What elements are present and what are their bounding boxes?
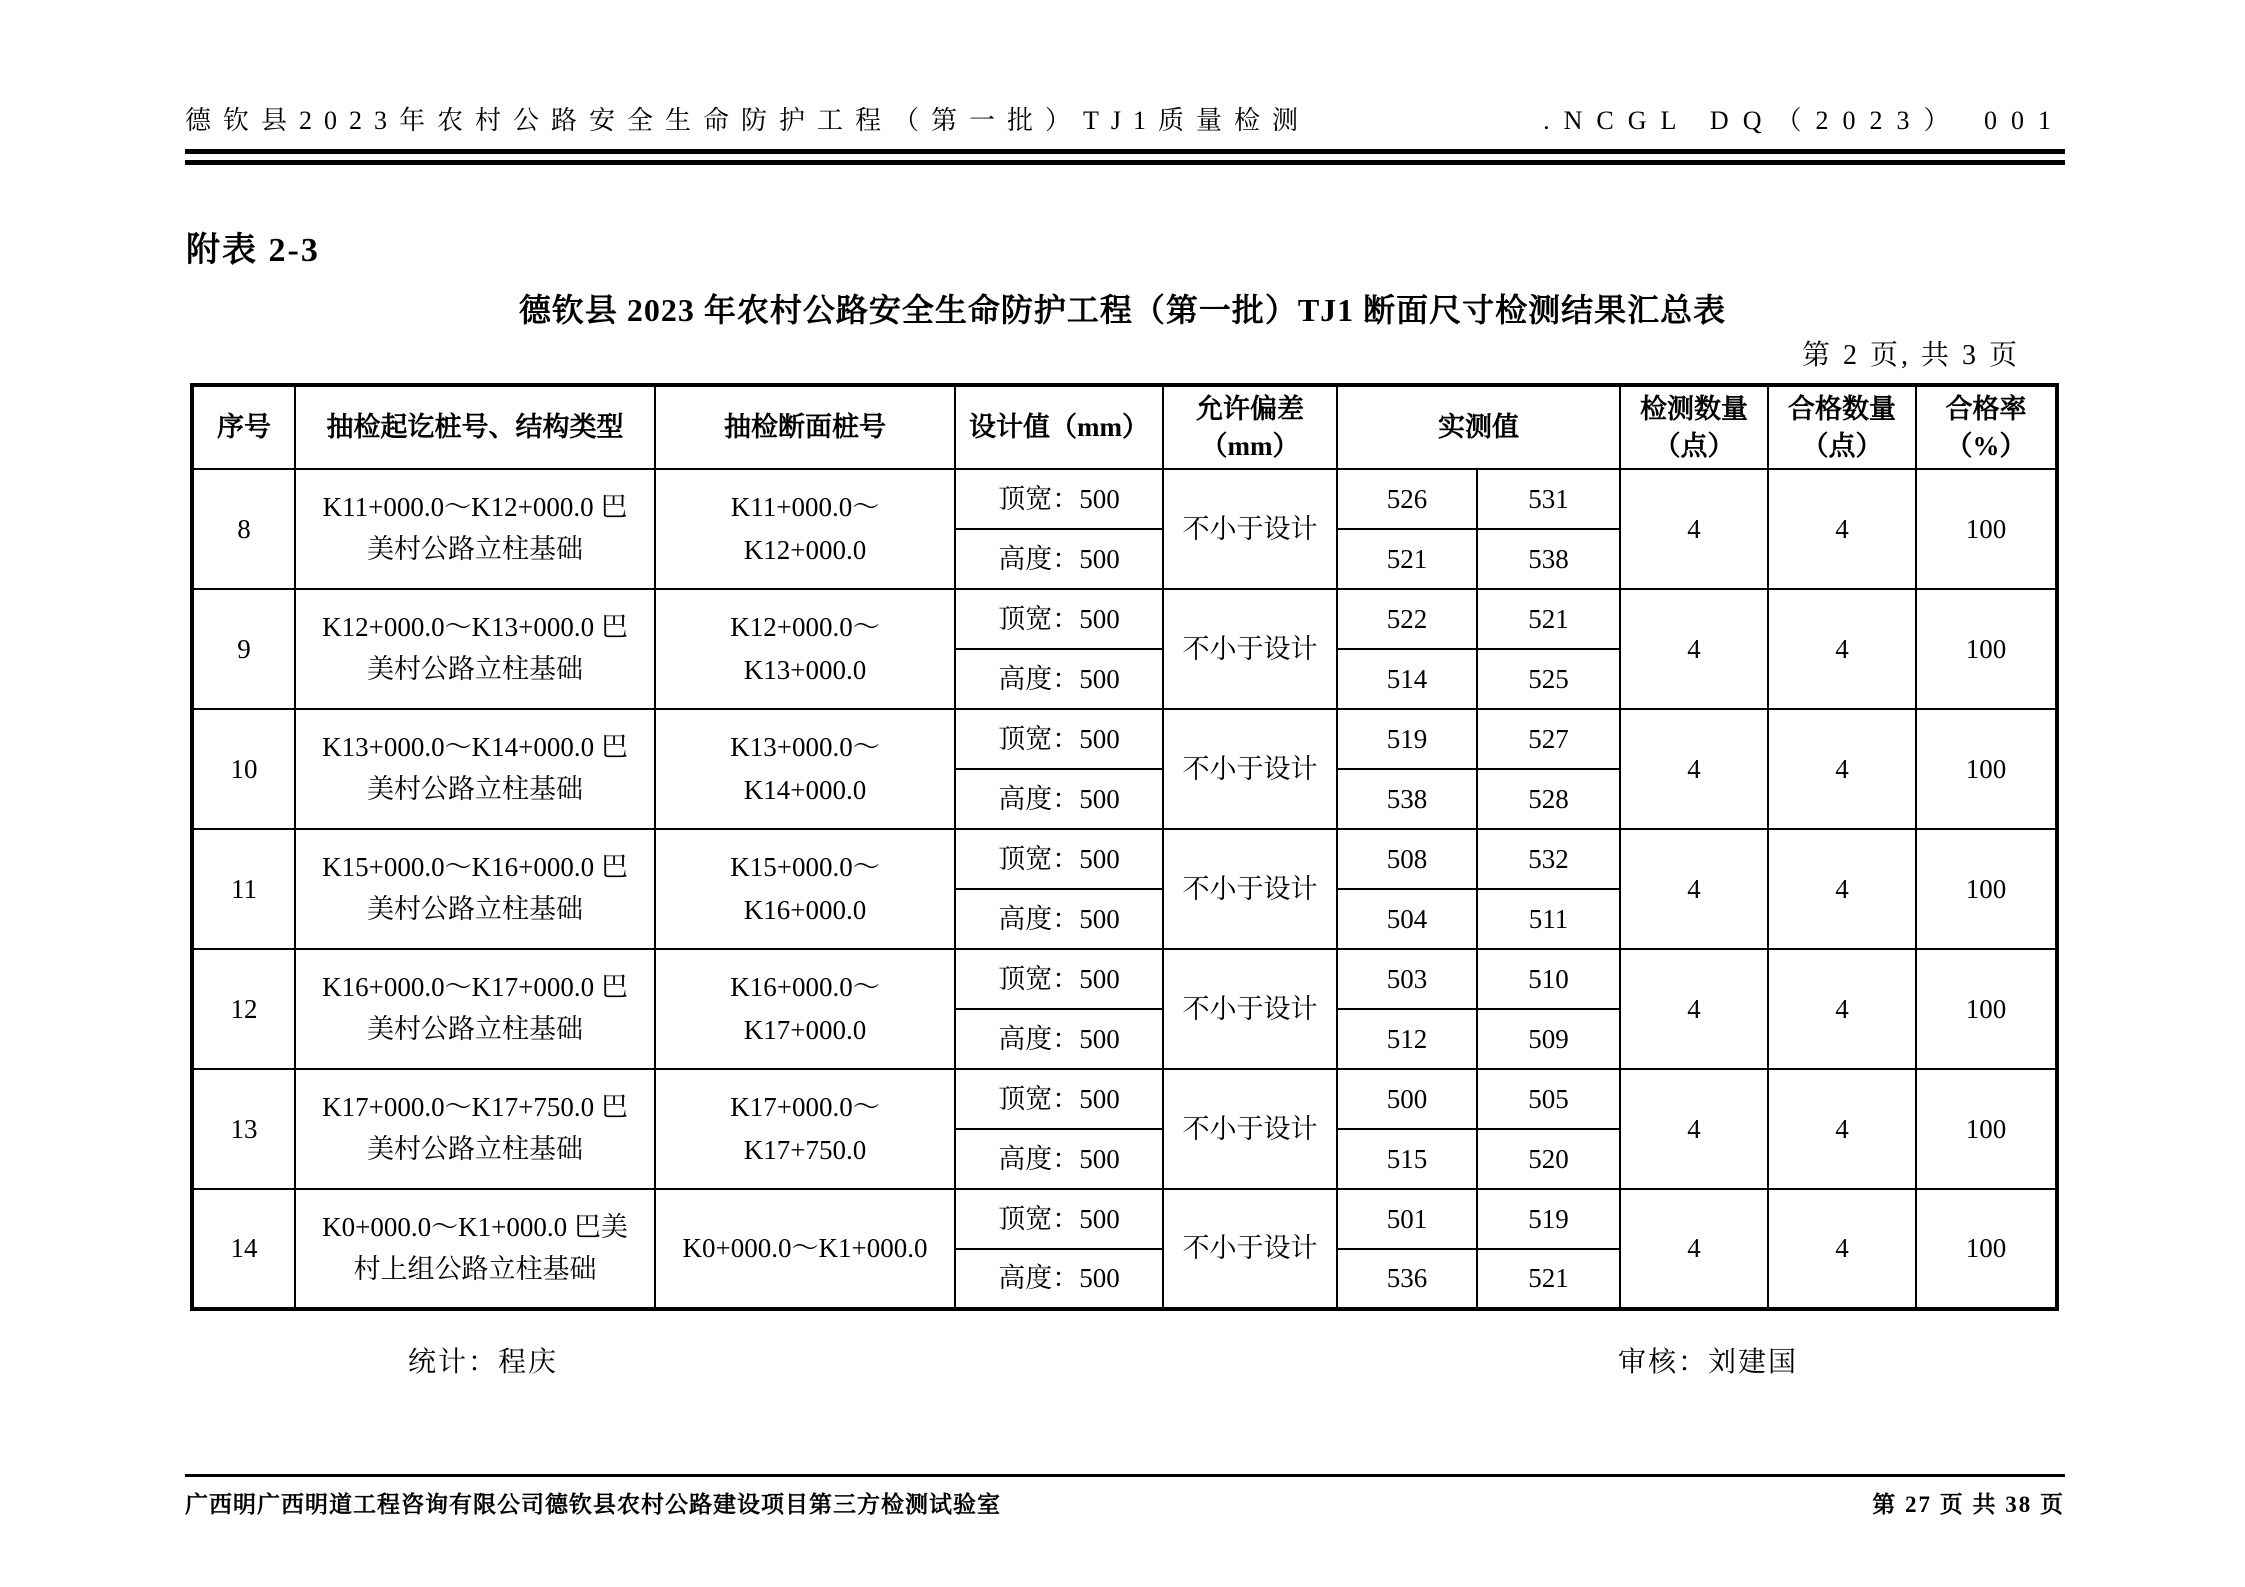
cell-rate: 100: [1916, 829, 2057, 949]
cell-section-line1: K17+000.0～: [730, 1091, 880, 1122]
table-header-row: [192, 385, 2057, 469]
cell-section: [655, 589, 955, 709]
cell-measured-4: 511: [1477, 889, 1620, 949]
cell-measured-1: 519: [1337, 709, 1477, 769]
cell-section-line2: K17+750.0: [743, 1135, 867, 1165]
header-tolerance-line1: 允许偏差: [1196, 394, 1304, 425]
cell-measured-1: 522: [1337, 589, 1477, 649]
cell-section-line2: K13+000.0: [743, 655, 867, 685]
cell-design-height: 高度：500: [955, 889, 1163, 949]
cell-seq: 8: [192, 469, 295, 589]
cell-design-height: 高度：500: [955, 529, 1163, 589]
cell-measured-2: 521: [1477, 589, 1620, 649]
cell-section-line1: K16+000.0～: [730, 971, 880, 1002]
cell-measured-3: 514: [1337, 649, 1477, 709]
page-header: [185, 100, 2065, 137]
table-row-top: [192, 1069, 2057, 1129]
cell-measured-2: 531: [1477, 469, 1620, 529]
appendix-label: 附表 2-3: [186, 232, 320, 269]
cell-section-line2: K16+000.0: [743, 895, 867, 925]
header-doc-number: .NCGL DQ（2023） 001: [1543, 106, 2065, 135]
cell-section-line1: K13+000.0～: [730, 731, 880, 762]
cell-tolerance: 不小于设计: [1163, 469, 1337, 589]
cell-pass: 4: [1768, 589, 1916, 709]
cell-design-top-width: 顶宽：500: [955, 1069, 1163, 1129]
cell-design-top-width: 顶宽：500: [955, 709, 1163, 769]
cell-range: K13+000.0～K14+000.0 巴美村公路立柱基础: [295, 709, 655, 829]
cell-rate: 100: [1916, 1189, 2057, 1309]
footer-company: 广西明广西明道工程咨询有限公司德钦县农村公路建设项目第三方检测试验室: [185, 1492, 1001, 1517]
header-divider: [185, 149, 2065, 165]
header-design: 设计值（mm）: [955, 385, 1163, 469]
table-row-top: [192, 829, 2057, 889]
cell-pass: 4: [1768, 469, 1916, 589]
cell-design-height: 高度：500: [955, 769, 1163, 829]
cell-measured-4: 528: [1477, 769, 1620, 829]
cell-count: 4: [1620, 469, 1768, 589]
cell-tolerance: 不小于设计: [1163, 709, 1337, 829]
cell-measured-3: 521: [1337, 529, 1477, 589]
table-row-top: [192, 469, 2057, 529]
cell-measured-2: 519: [1477, 1189, 1620, 1249]
cell-measured-1: 501: [1337, 1189, 1477, 1249]
cell-count: 4: [1620, 589, 1768, 709]
cell-tolerance: 不小于设计: [1163, 589, 1337, 709]
cell-measured-4: 521: [1477, 1249, 1620, 1309]
header-rate-line2: （%）: [1945, 430, 2027, 461]
cell-pass: 4: [1768, 829, 1916, 949]
cell-section-line1: K11+000.0～: [730, 491, 880, 522]
cell-design-height: 高度：500: [955, 1249, 1163, 1309]
result-table: [190, 383, 2059, 1311]
cell-design-top-width: 顶宽：500: [955, 589, 1163, 649]
header-seq: 序号: [192, 385, 295, 469]
statistician-label: 统计：程庆: [408, 1347, 559, 1378]
cell-tolerance: 不小于设计: [1163, 829, 1337, 949]
cell-count: 4: [1620, 1069, 1768, 1189]
cell-pass: 4: [1768, 949, 1916, 1069]
header-tolerance-line2: （mm）: [1200, 430, 1300, 461]
cell-design-height: 高度：500: [955, 1009, 1163, 1069]
cell-measured-2: 510: [1477, 949, 1620, 1009]
table-row-top: [192, 1189, 2057, 1249]
page-indicator: 第 2 页, 共 3 页: [1801, 340, 2020, 371]
cell-rate: 100: [1916, 949, 2057, 1069]
cell-section: [655, 1069, 955, 1189]
header-rate-line1: 合格率: [1945, 394, 2027, 425]
cell-measured-4: 525: [1477, 649, 1620, 709]
cell-seq: 9: [192, 589, 295, 709]
cell-measured-3: 515: [1337, 1129, 1477, 1189]
cell-design-top-width: 顶宽：500: [955, 829, 1163, 889]
header-count: [1620, 385, 1768, 469]
cell-pass: 4: [1768, 1189, 1916, 1309]
cell-rate: 100: [1916, 709, 2057, 829]
cell-pass: 4: [1768, 709, 1916, 829]
cell-range: K16+000.0～K17+000.0 巴美村公路立柱基础: [295, 949, 655, 1069]
cell-pass: 4: [1768, 1069, 1916, 1189]
cell-measured-1: 503: [1337, 949, 1477, 1009]
cell-section: [655, 469, 955, 589]
header-measured: 实测值: [1337, 385, 1620, 469]
cell-rate: 100: [1916, 1069, 2057, 1189]
cell-design-top-width: 顶宽：500: [955, 949, 1163, 1009]
cell-range: K17+000.0～K17+750.0 巴美村公路立柱基础: [295, 1069, 655, 1189]
cell-seq: 10: [192, 709, 295, 829]
cell-tolerance: 不小于设计: [1163, 1069, 1337, 1189]
cell-measured-3: 538: [1337, 769, 1477, 829]
header-project-title: 德钦县2023年农村公路安全生命防护工程（第一批）TJ1质量检测: [185, 106, 1311, 135]
cell-range: K15+000.0～K16+000.0 巴美村公路立柱基础: [295, 829, 655, 949]
cell-range: K0+000.0～K1+000.0 巴美村上组公路立柱基础: [295, 1189, 655, 1309]
cell-section: [655, 709, 955, 829]
document-title: 德钦县 2023 年农村公路安全生命防护工程（第一批）TJ1 断面尺寸检测结果汇总表: [518, 292, 1727, 328]
header-count-line1: 检测数量: [1640, 394, 1748, 425]
cell-rate: 100: [1916, 589, 2057, 709]
cell-count: 4: [1620, 1189, 1768, 1309]
cell-measured-2: 527: [1477, 709, 1620, 769]
cell-measured-1: 500: [1337, 1069, 1477, 1129]
cell-section-line1: K12+000.0～: [730, 611, 880, 642]
header-divider-bar-bottom: [185, 160, 2065, 165]
cell-rate: 100: [1916, 469, 2057, 589]
cell-section-line1: K0+000.0～K1+000.0: [682, 1232, 928, 1263]
table-body: [192, 469, 2057, 1309]
footer-divider: [185, 1474, 2065, 1477]
cell-section-line2: K14+000.0: [743, 775, 867, 805]
cell-count: 4: [1620, 949, 1768, 1069]
cell-section-line2: K17+000.0: [743, 1015, 867, 1045]
cell-section: [655, 1189, 955, 1309]
cell-range: K11+000.0～K12+000.0 巴美村公路立柱基础: [295, 469, 655, 589]
cell-section-line2: K12+000.0: [743, 535, 867, 565]
cell-design-top-width: 顶宽：500: [955, 469, 1163, 529]
cell-measured-2: 532: [1477, 829, 1620, 889]
header-range: 抽检起讫桩号、结构类型: [295, 385, 655, 469]
cell-section: [655, 829, 955, 949]
cell-seq: 12: [192, 949, 295, 1069]
table-row-top: [192, 709, 2057, 769]
cell-design-top-width: 顶宽：500: [955, 1189, 1163, 1249]
footer-page-number: 第 27 页 共 38 页: [1872, 1492, 2065, 1517]
cell-seq: 14: [192, 1189, 295, 1309]
header-pass-line1: 合格数量: [1788, 394, 1896, 425]
header-pass: [1768, 385, 1916, 469]
cell-range: K12+000.0～K13+000.0 巴美村公路立柱基础: [295, 589, 655, 709]
cell-measured-4: 520: [1477, 1129, 1620, 1189]
cell-design-height: 高度：500: [955, 649, 1163, 709]
cell-measured-4: 509: [1477, 1009, 1620, 1069]
header-rate: [1916, 385, 2057, 469]
cell-measured-2: 505: [1477, 1069, 1620, 1129]
cell-measured-3: 536: [1337, 1249, 1477, 1309]
cell-measured-3: 512: [1337, 1009, 1477, 1069]
header-divider-bar-top: [185, 149, 2065, 154]
page-footer: [185, 1474, 2065, 1519]
cell-measured-1: 508: [1337, 829, 1477, 889]
cell-seq: 11: [192, 829, 295, 949]
cell-measured-1: 526: [1337, 469, 1477, 529]
cell-measured-3: 504: [1337, 889, 1477, 949]
cell-section-line1: K15+000.0～: [730, 851, 880, 882]
cell-count: 4: [1620, 829, 1768, 949]
header-section: 抽检断面桩号: [655, 385, 955, 469]
cell-tolerance: 不小于设计: [1163, 949, 1337, 1069]
header-tolerance: [1163, 385, 1337, 469]
signature-line: [0, 1340, 2245, 1380]
cell-tolerance: 不小于设计: [1163, 1189, 1337, 1309]
cell-design-height: 高度：500: [955, 1129, 1163, 1189]
table-row-top: [192, 949, 2057, 1009]
header-pass-line2: （点）: [1801, 430, 1883, 461]
table-row-top: [192, 589, 2057, 649]
reviewer-label: 审核：刘建国: [1618, 1347, 1799, 1378]
cell-count: 4: [1620, 709, 1768, 829]
header-count-line2: （点）: [1653, 430, 1735, 461]
cell-seq: 13: [192, 1069, 295, 1189]
cell-section: [655, 949, 955, 1069]
cell-measured-4: 538: [1477, 529, 1620, 589]
